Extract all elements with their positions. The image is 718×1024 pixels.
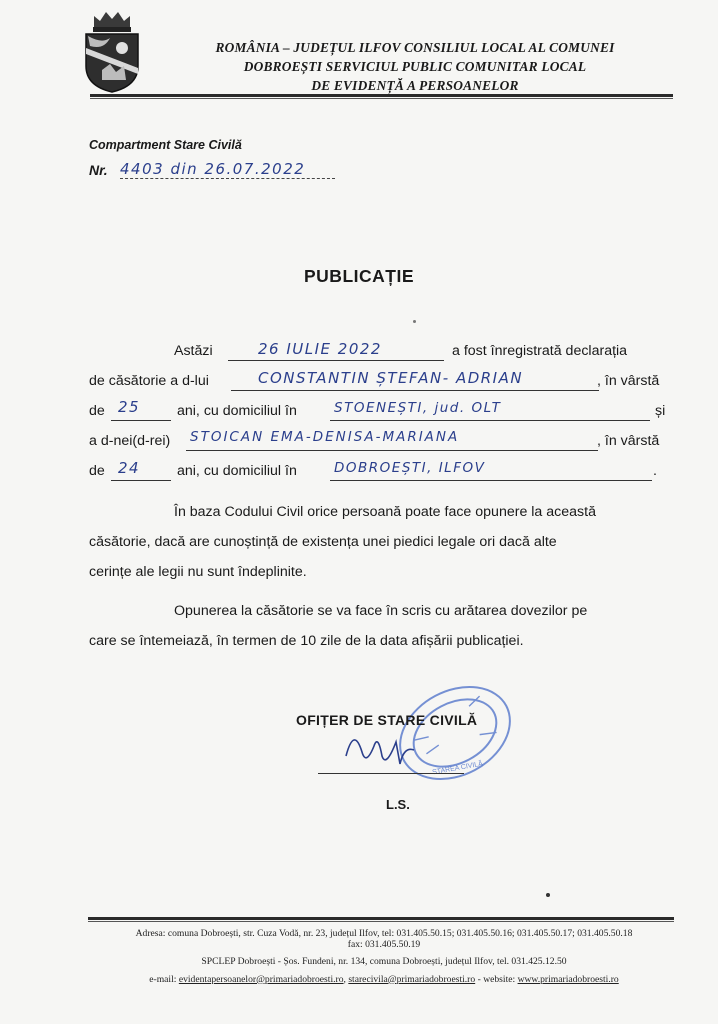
website-link[interactable]: www.primariadobroesti.ro [517,973,619,985]
header-line-1: ROMÂNIA – JUDEȚUL ILFOV CONSILIUL LOCAL AL COMUNEI [215,40,615,55]
stamp-center-text: STAREA CIVILĂ [431,760,484,777]
institution-header [165,38,665,95]
locus-sigilli-label: L.S. [386,797,410,812]
groom-domicile-text: ani, cu domiciliul în [177,403,297,419]
groom-name-blank [231,390,599,391]
si-label: și [655,403,666,419]
bride-address-handwritten: DOBROEȘTI, ILFOV [334,460,486,476]
groom-prefix: de căsătorie a d-lui [89,373,209,389]
compartment-label: Compartment Stare Civilă [89,138,242,152]
email-link-starecivila[interactable]: starecivila@primariadobroesti.ro [348,973,476,985]
date-blank [228,360,444,361]
bride-period: . [653,463,657,479]
footer-contact [84,928,684,985]
bride-name-handwritten: STOICAN EMA-DENISA-MARIANA [190,429,460,445]
footer-divider-thin [88,921,674,922]
groom-age-handwritten: 25 [118,398,141,416]
bride-domicile-text: ani, cu domiciliul în [177,463,297,479]
email-label: e-mail: [149,973,177,985]
bride-age-blank [111,480,171,481]
footer-spclep: SPCLEP Dobroești - Șos. Fundeni, nr. 134, comuna Dobroești, județul Ilfov, tel. 031.425.12.50 [201,956,567,968]
objection-paragraph-line-3: cerințe ale legii nu sunt îndeplinite. [89,564,307,580]
signature-line [318,773,464,774]
footer-address: Adresa: comuna Dobroești, str. Cuza Vodă, nr. 23, județul Ilfov, tel: 031.405.50.15; 031.405.50.16; 031.405.50.17; 031.405.50.18 [135,928,633,939]
header-divider [90,94,673,97]
email-separator: , [343,973,346,985]
scan-speck-footer [546,893,550,897]
groom-address-handwritten: STOENEȘTI, jud. OLT [334,400,502,416]
document-title: PUBLICAȚIE [304,266,414,286]
header-divider-thin [90,98,673,99]
bride-age-suffix: , în vârstă [597,433,660,449]
header-line-3: DE EVIDENȚĂ A PERSOANELOR [311,78,519,93]
registered-text: a fost înregistrată declarația [452,343,628,359]
header-line-2: DOBROEȘTI SERVICIUL PUBLIC COMUNITAR LOCAL [243,59,587,74]
registration-number-handwritten: 4403 din 26.07.2022 [120,160,306,178]
groom-age-blank [111,420,171,421]
email-link-evidenta[interactable]: evidentapersoanelor@primariadobroesti.ro [178,973,344,985]
registration-number-blank [120,178,335,179]
website-label: website: [483,973,516,985]
bride-address-blank [330,480,652,481]
objection-paragraph-line-2: căsătorie, dacă are cunoștință de existența unei piedici legale ori dacă alte [89,534,557,550]
handwritten-signature-icon [340,716,420,776]
footer-divider [88,917,674,920]
civil-officer-title: OFIȚER DE STARE CIVILĂ [296,712,478,728]
date-handwritten: 26 IULIE 2022 [258,340,382,358]
coat-of-arms-icon [80,8,144,94]
footer-fax: fax: 031.405.50.19 [347,939,421,951]
groom-name-handwritten: CONSTANTIN ȘTEFAN- ADRIAN [258,369,524,387]
footer-email-line: e-mail: evidentapersoanelor@primariadobroesti.ro, starecivila@primariadobroesti.ro - website: www.primariadobroesti.ro [149,973,619,985]
registration-number-label: Nr. [89,162,108,178]
bride-prefix: a d-nei(d-rei) [89,433,171,449]
bride-age-handwritten: 24 [118,459,141,477]
scan-speck [413,320,416,323]
groom-address-blank [330,420,650,421]
deadline-paragraph-line-2: care se întemeiază, în termen de 10 zile de la data afișării publicației. [89,633,524,649]
groom-age-suffix: , în vârstă [597,373,660,389]
bride-de-label: de [89,463,105,479]
astazi-label: Astăzi [174,343,213,359]
deadline-paragraph-line-1: Opunerea la căsătorie se va face în scris cu arătarea dovezilor pe [174,603,588,619]
bride-name-blank [186,450,598,451]
groom-de-label: de [89,403,105,419]
objection-paragraph-line-1: În baza Codului Civil orice persoană poate face opunere la această [174,504,596,520]
